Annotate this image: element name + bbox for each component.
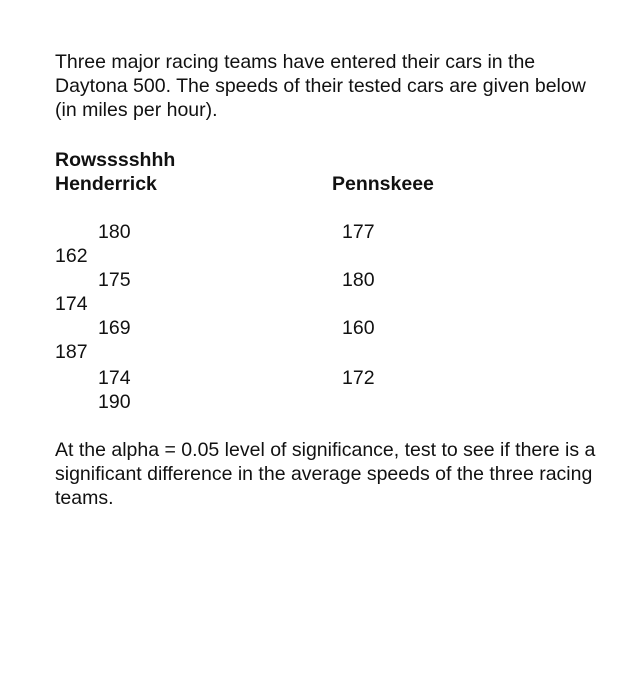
speed-value: 174 xyxy=(98,367,131,389)
intro-paragraph: Three major racing teams have entered their cars in the Daytona 500. The speeds of their tested cars are given below (in miles per hour). xyxy=(55,51,586,121)
speed-value: 160 xyxy=(342,317,375,339)
team-header-pennskeee: Pennskeee xyxy=(332,173,434,195)
speed-value: 190 xyxy=(98,391,131,413)
speed-value: 175 xyxy=(98,269,131,291)
speed-value: 172 xyxy=(342,367,375,389)
team-header-henderrick: Henderrick xyxy=(55,173,157,195)
question-paragraph: At the alpha = 0.05 level of significance, test to see if there is a significant difference in the average speeds of the three racing teams. xyxy=(55,439,596,509)
speed-value: 187 xyxy=(55,341,88,363)
team-header-rowssshhh: Rowsssshhh xyxy=(55,149,176,171)
speed-value: 177 xyxy=(342,221,375,243)
speed-value: 180 xyxy=(342,269,375,291)
speed-value: 169 xyxy=(98,317,131,339)
speed-value: 162 xyxy=(55,245,88,267)
speed-value: 174 xyxy=(55,293,88,315)
speed-value: 180 xyxy=(98,221,131,243)
